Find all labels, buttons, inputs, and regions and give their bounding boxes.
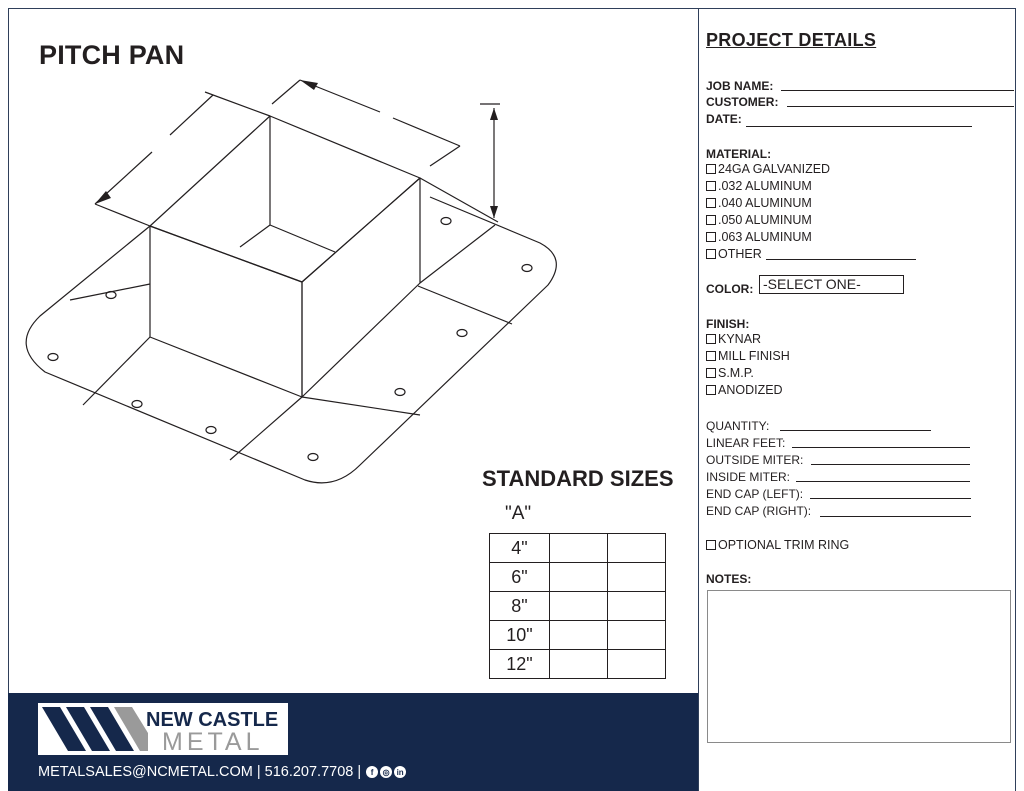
quantity-field[interactable] — [780, 430, 931, 431]
finish-option[interactable]: S.M.P. — [706, 366, 754, 380]
checkbox[interactable] — [706, 368, 716, 378]
linear-feet-field[interactable] — [792, 447, 970, 448]
contact-info — [38, 764, 406, 780]
checkbox[interactable] — [706, 215, 716, 225]
checkbox[interactable] — [706, 164, 716, 174]
job-name-label: JOB NAME: — [706, 79, 774, 93]
other-material-field[interactable] — [766, 259, 916, 260]
blank-cell[interactable] — [550, 621, 608, 650]
material-option[interactable]: 24GA GALVANIZED — [706, 162, 830, 176]
material-label: MATERIAL: — [706, 147, 772, 161]
box-top-rim — [150, 116, 420, 282]
checkbox[interactable] — [706, 232, 716, 242]
checkbox[interactable] — [706, 351, 716, 361]
dim-line — [393, 118, 460, 146]
date-label: DATE: — [706, 112, 742, 126]
contact-text: METALSALES@NCMETAL.COM | 516.207.7708 | — [38, 764, 362, 780]
logo-line1: NEW CASTLE — [146, 709, 279, 731]
customer-field[interactable] — [787, 106, 1014, 107]
date-field[interactable] — [746, 126, 972, 127]
notes-textarea[interactable] — [707, 590, 1011, 743]
material-option[interactable]: .032 ALUMINUM — [706, 179, 812, 193]
dim-arrow — [95, 191, 111, 204]
flange-seam — [302, 397, 420, 415]
size-cell: 12" — [490, 650, 550, 679]
customer-label: CUSTOMER: — [706, 95, 779, 109]
color-select[interactable]: -SELECT ONE- — [759, 275, 904, 294]
bolt-hole — [48, 354, 58, 361]
blank-cell[interactable] — [608, 534, 666, 563]
flange-seam — [83, 337, 150, 405]
outside-miter-field[interactable] — [811, 464, 970, 465]
linkedin-icon[interactable]: in — [394, 766, 406, 778]
table-row — [490, 563, 666, 592]
finish-option[interactable]: MILL FINISH — [706, 349, 790, 363]
dim-line — [420, 178, 498, 222]
pitch-pan-drawing — [0, 0, 700, 500]
finish-label: FINISH: — [706, 317, 750, 331]
inside-miter-field[interactable] — [796, 481, 970, 482]
bolt-hole — [395, 389, 405, 396]
blank-cell[interactable] — [608, 563, 666, 592]
size-cell: 10" — [490, 621, 550, 650]
end-cap-right-label: END CAP (RIGHT): — [706, 504, 812, 518]
material-option[interactable]: .063 ALUMINUM — [706, 230, 812, 244]
end-cap-left-label: END CAP (LEFT): — [706, 487, 804, 501]
end-cap-left-field[interactable] — [810, 498, 971, 499]
table-row — [490, 621, 666, 650]
job-name-field[interactable] — [781, 90, 1014, 91]
checkbox[interactable] — [706, 385, 716, 395]
bolt-hole — [132, 401, 142, 408]
quantity-label: QUANTITY: — [706, 419, 770, 433]
finish-option[interactable]: ANODIZED — [706, 383, 783, 397]
flange-outline — [26, 197, 556, 483]
flange-seam — [420, 225, 495, 283]
color-label: COLOR: — [706, 282, 754, 296]
dim-line — [205, 92, 270, 116]
checkbox[interactable] — [706, 540, 716, 550]
outside-miter-label: OUTSIDE MITER: — [706, 453, 804, 467]
size-cell: 4" — [490, 534, 550, 563]
bolt-hole — [457, 330, 467, 337]
blank-cell[interactable] — [550, 534, 608, 563]
box-right-face — [302, 178, 420, 397]
flange-seam — [230, 397, 302, 460]
linear-feet-label: LINEAR FEET: — [706, 436, 786, 450]
blank-cell[interactable] — [550, 563, 608, 592]
checkbox[interactable] — [706, 181, 716, 191]
box-inner — [240, 116, 270, 247]
trim-ring-option[interactable]: OPTIONAL TRIM RING — [706, 538, 849, 552]
page-title: PITCH PAN — [39, 40, 185, 70]
standard-sizes-title: STANDARD SIZES — [482, 466, 674, 491]
table-row — [490, 592, 666, 621]
box-left-face — [150, 226, 302, 397]
dim-line — [430, 146, 460, 166]
checkbox[interactable] — [706, 249, 716, 259]
table-row — [490, 534, 666, 563]
instagram-icon[interactable]: ◎ — [380, 766, 392, 778]
bolt-hole — [308, 454, 318, 461]
inside-miter-label: INSIDE MITER: — [706, 470, 791, 484]
dim-line — [95, 204, 150, 226]
bolt-hole — [522, 265, 532, 272]
new-castle-metal-logo — [38, 703, 288, 755]
blank-cell[interactable] — [608, 592, 666, 621]
project-details-title: PROJECT DETAILS — [706, 30, 877, 50]
bolt-hole — [441, 218, 451, 225]
dim-line — [170, 95, 213, 135]
blank-cell[interactable] — [608, 650, 666, 679]
bolt-hole — [106, 292, 116, 299]
size-cell: 8" — [490, 592, 550, 621]
standard-sizes-table — [489, 533, 666, 679]
size-a-label: "A" — [505, 503, 532, 524]
material-option[interactable]: OTHER — [706, 247, 762, 261]
facebook-icon[interactable]: f — [366, 766, 378, 778]
flange-seam — [418, 286, 512, 324]
blank-cell[interactable] — [550, 592, 608, 621]
bolt-hole — [206, 427, 216, 434]
dim-arrow — [300, 80, 318, 90]
checkbox[interactable] — [706, 198, 716, 208]
logo-line2: METAL — [162, 728, 264, 755]
material-option[interactable]: .050 ALUMINUM — [706, 213, 812, 227]
checkbox[interactable] — [706, 334, 716, 344]
dim-line — [272, 80, 300, 104]
box-inner — [270, 225, 335, 252]
blank-cell[interactable] — [550, 650, 608, 679]
social-icons — [366, 766, 406, 778]
notes-label: NOTES: — [706, 572, 752, 586]
finish-option[interactable]: KYNAR — [706, 332, 761, 346]
table-row — [490, 650, 666, 679]
end-cap-right-field[interactable] — [820, 516, 971, 517]
dim-arrow — [490, 108, 498, 120]
blank-cell[interactable] — [608, 621, 666, 650]
material-option[interactable]: .040 ALUMINUM — [706, 196, 812, 210]
dim-arrow — [490, 206, 498, 218]
size-cell: 6" — [490, 563, 550, 592]
